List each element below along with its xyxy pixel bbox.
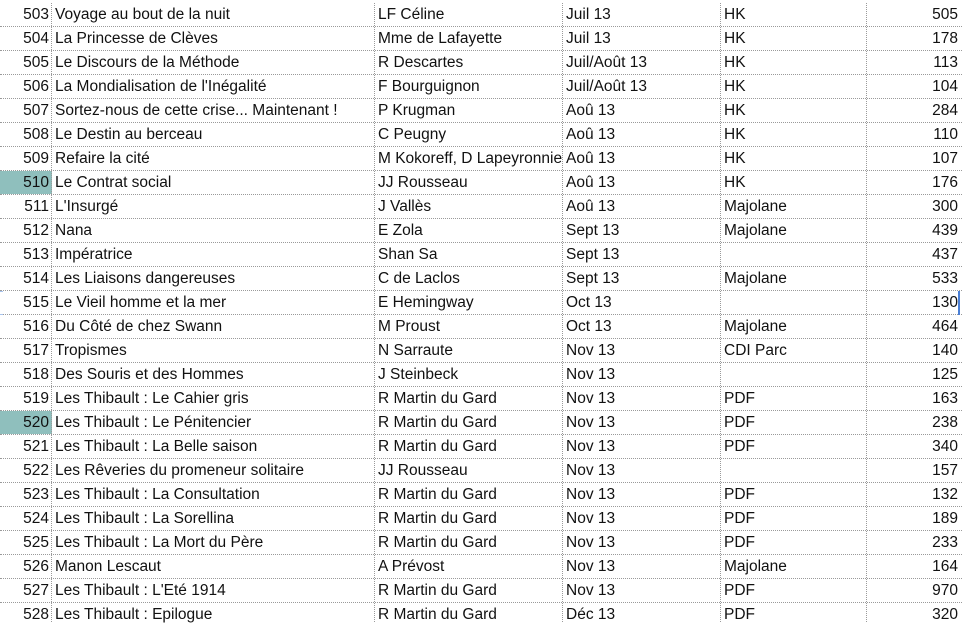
pages-cell[interactable]: 533	[932, 270, 958, 287]
pages-cell[interactable]: 320	[932, 606, 958, 623]
pages-cell[interactable]: 189	[932, 510, 958, 527]
row-number-cell[interactable]: 507	[0, 99, 52, 122]
table-row[interactable]	[0, 483, 962, 507]
pages-cell[interactable]: 132	[932, 486, 958, 503]
author-cell[interactable]: E Zola	[375, 219, 563, 242]
author-cell[interactable]: JJ Rousseau	[375, 171, 563, 194]
pages-cell[interactable]: 340	[932, 438, 958, 455]
author-cell[interactable]: C de Laclos	[375, 267, 563, 290]
source-cell[interactable]: HK	[721, 3, 867, 26]
author-cell[interactable]: LF Céline	[375, 3, 563, 26]
table-row[interactable]	[0, 3, 962, 27]
title-cell[interactable]: Les Liaisons dangereuses	[52, 267, 375, 290]
title-cell[interactable]: Le Vieil homme et la mer	[52, 291, 375, 314]
source-cell[interactable]: PDF	[721, 411, 867, 434]
title-cell[interactable]: L'Insurgé	[52, 195, 375, 218]
table-row[interactable]	[0, 147, 962, 171]
author-cell[interactable]: M Kokoreff, D Lapeyronnie	[375, 147, 563, 170]
row-number-cell[interactable]: 509	[0, 147, 52, 170]
title-cell[interactable]: Des Souris et des Hommes	[52, 363, 375, 386]
source-cell[interactable]: HK	[721, 147, 867, 170]
source-cell[interactable]: PDF	[721, 579, 867, 602]
table-row[interactable]	[0, 195, 962, 219]
table-row[interactable]	[0, 579, 962, 603]
table-row[interactable]	[0, 75, 962, 99]
title-cell[interactable]: Sortez-nous de cette crise... Maintenant !	[52, 99, 375, 122]
table-row[interactable]	[0, 387, 962, 411]
row-number-cell[interactable]: 527	[0, 579, 52, 602]
author-cell[interactable]: Shan Sa	[375, 243, 563, 266]
row-number-cell[interactable]: 517	[0, 339, 52, 362]
title-cell[interactable]: Les Thibault : La Belle saison	[52, 435, 375, 458]
author-cell[interactable]: J Steinbeck	[375, 363, 563, 386]
author-cell[interactable]: R Descartes	[375, 51, 563, 74]
author-cell[interactable]: R Martin du Gard	[375, 531, 563, 554]
date-cell[interactable]: Sept 13	[563, 267, 721, 290]
pages-cell[interactable]: 176	[932, 174, 958, 191]
author-cell[interactable]: F Bourguignon	[375, 75, 563, 98]
title-cell[interactable]: Refaire la cité	[52, 147, 375, 170]
table-row[interactable]	[0, 267, 962, 291]
pages-cell[interactable]: 238	[932, 414, 958, 431]
table-row[interactable]	[0, 507, 962, 531]
author-cell[interactable]: C Peugny	[375, 123, 563, 146]
table-row[interactable]	[0, 171, 962, 195]
author-cell[interactable]: N Sarraute	[375, 339, 563, 362]
date-cell[interactable]: Juil/Août 13	[563, 51, 721, 74]
title-cell[interactable]: Les Rêveries du promeneur solitaire	[52, 459, 375, 482]
pages-cell[interactable]: 284	[932, 102, 958, 119]
date-cell[interactable]: Déc 13	[563, 603, 721, 623]
source-cell[interactable]: HK	[721, 99, 867, 122]
pages-cell[interactable]: 157	[932, 462, 958, 479]
table-row[interactable]	[0, 219, 962, 243]
source-cell[interactable]: CDI Parc	[721, 339, 867, 362]
date-cell[interactable]: Aoû 13	[563, 195, 721, 218]
date-cell[interactable]: Oct 13	[563, 291, 721, 314]
title-cell[interactable]: Les Thibault : Le Pénitencier	[52, 411, 375, 434]
row-number-cell[interactable]: 511	[0, 195, 52, 218]
table-row[interactable]	[0, 99, 962, 123]
date-cell[interactable]: Aoû 13	[563, 171, 721, 194]
date-cell[interactable]: Nov 13	[563, 483, 721, 506]
title-cell[interactable]: Les Thibault : Le Cahier gris	[52, 387, 375, 410]
date-cell[interactable]: Nov 13	[563, 459, 721, 482]
source-cell[interactable]: PDF	[721, 603, 867, 623]
row-number-cell[interactable]: 512	[0, 219, 52, 242]
date-cell[interactable]: Nov 13	[563, 555, 721, 578]
title-cell[interactable]: Les Thibault : La Mort du Père	[52, 531, 375, 554]
source-cell[interactable]: PDF	[721, 435, 867, 458]
cell-cursor-marker	[958, 291, 960, 315]
row-number-cell[interactable]: 520	[0, 411, 52, 434]
author-cell[interactable]: R Martin du Gard	[375, 603, 563, 623]
source-cell[interactable]: HK	[721, 123, 867, 146]
date-cell[interactable]: Nov 13	[563, 411, 721, 434]
row-number-cell[interactable]: 528	[0, 603, 52, 623]
pages-cell[interactable]: 505	[932, 6, 958, 23]
title-cell[interactable]: Les Thibault : La Consultation	[52, 483, 375, 506]
table-row[interactable]	[0, 339, 962, 363]
author-cell[interactable]: P Krugman	[375, 99, 563, 122]
pages-cell[interactable]: 178	[932, 30, 958, 47]
date-cell[interactable]: Aoû 13	[563, 123, 721, 146]
table-row[interactable]	[0, 459, 962, 483]
author-cell[interactable]: JJ Rousseau	[375, 459, 563, 482]
source-cell[interactable]: Majolane	[721, 267, 867, 290]
row-number-cell[interactable]: 522	[0, 459, 52, 482]
pages-cell[interactable]: 300	[932, 198, 958, 215]
date-cell[interactable]: Juil 13	[563, 3, 721, 26]
pages-cell[interactable]: 130	[932, 294, 958, 311]
date-cell[interactable]: Nov 13	[563, 507, 721, 530]
table-row[interactable]	[0, 243, 962, 267]
date-cell[interactable]: Nov 13	[563, 363, 721, 386]
author-cell[interactable]: Mme de Lafayette	[375, 27, 563, 50]
table-row[interactable]	[0, 603, 962, 623]
source-cell[interactable]: PDF	[721, 483, 867, 506]
pages-cell[interactable]: 164	[932, 558, 958, 575]
row-number-cell[interactable]: 503	[0, 3, 52, 26]
pages-cell[interactable]: 233	[932, 534, 958, 551]
source-cell[interactable]: Majolane	[721, 555, 867, 578]
date-cell[interactable]: Juil/Août 13	[563, 75, 721, 98]
row-number-cell[interactable]: 516	[0, 315, 52, 338]
pages-cell[interactable]: 107	[932, 150, 958, 167]
author-cell[interactable]: R Martin du Gard	[375, 387, 563, 410]
row-number-cell[interactable]: 513	[0, 243, 52, 266]
date-cell[interactable]: Nov 13	[563, 387, 721, 410]
row-number-cell[interactable]: 514	[0, 267, 52, 290]
pages-cell[interactable]: 464	[932, 318, 958, 335]
pages-cell[interactable]: 439	[932, 222, 958, 239]
date-cell[interactable]: Nov 13	[563, 339, 721, 362]
pages-cell[interactable]: 140	[932, 342, 958, 359]
date-cell[interactable]: Sept 13	[563, 219, 721, 242]
row-number-cell[interactable]: 525	[0, 531, 52, 554]
source-cell[interactable]: Majolane	[721, 315, 867, 338]
source-cell[interactable]	[721, 243, 867, 266]
row-number-cell[interactable]: 524	[0, 507, 52, 530]
title-cell[interactable]: La Princesse de Clèves	[52, 27, 375, 50]
date-cell[interactable]: Nov 13	[563, 579, 721, 602]
table-row[interactable]	[0, 291, 962, 315]
source-cell[interactable]: PDF	[721, 531, 867, 554]
date-cell[interactable]: Aoû 13	[563, 147, 721, 170]
table-row[interactable]	[0, 411, 962, 435]
author-cell[interactable]: R Martin du Gard	[375, 411, 563, 434]
source-cell[interactable]	[721, 459, 867, 482]
source-cell[interactable]: Majolane	[721, 195, 867, 218]
pages-cell[interactable]: 437	[932, 246, 958, 263]
source-cell[interactable]: HK	[721, 171, 867, 194]
table-row[interactable]	[0, 123, 962, 147]
row-number-cell[interactable]: 505	[0, 51, 52, 74]
title-cell[interactable]: Les Thibault : L'Eté 1914	[52, 579, 375, 602]
date-cell[interactable]: Sept 13	[563, 243, 721, 266]
row-number-cell[interactable]: 504	[0, 27, 52, 50]
title-cell[interactable]: Le Discours de la Méthode	[52, 51, 375, 74]
source-cell[interactable]: HK	[721, 75, 867, 98]
row-number-cell[interactable]: 526	[0, 555, 52, 578]
title-cell[interactable]: Les Thibault : Epilogue	[52, 603, 375, 623]
author-cell[interactable]: R Martin du Gard	[375, 579, 563, 602]
author-cell[interactable]: E Hemingway	[375, 291, 563, 314]
title-cell[interactable]: Voyage au bout de la nuit	[52, 3, 375, 26]
table-row[interactable]	[0, 27, 962, 51]
row-number-cell[interactable]: 518	[0, 363, 52, 386]
row-number-cell[interactable]: 508	[0, 123, 52, 146]
date-cell[interactable]: Oct 13	[563, 315, 721, 338]
date-cell[interactable]: Nov 13	[563, 435, 721, 458]
table-row[interactable]	[0, 555, 962, 579]
pages-cell[interactable]: 125	[932, 366, 958, 383]
title-cell[interactable]: Les Thibault : La Sorellina	[52, 507, 375, 530]
title-cell[interactable]: La Mondialisation de l'Inégalité	[52, 75, 375, 98]
author-cell[interactable]: R Martin du Gard	[375, 483, 563, 506]
source-cell[interactable]	[721, 291, 867, 314]
pages-cell[interactable]: 970	[932, 582, 958, 599]
row-number-cell[interactable]: 523	[0, 483, 52, 506]
title-cell[interactable]: Impératrice	[52, 243, 375, 266]
source-cell[interactable]: HK	[721, 27, 867, 50]
table-row[interactable]	[0, 315, 962, 339]
source-cell[interactable]: PDF	[721, 387, 867, 410]
title-cell[interactable]: Le Contrat social	[52, 171, 375, 194]
date-cell[interactable]: Nov 13	[563, 531, 721, 554]
row-number-cell[interactable]: 515	[0, 291, 52, 314]
table-row[interactable]	[0, 531, 962, 555]
author-cell[interactable]: J Vallès	[375, 195, 563, 218]
author-cell[interactable]: M Proust	[375, 315, 563, 338]
source-cell[interactable]: Majolane	[721, 219, 867, 242]
row-focus-marker-left	[0, 291, 3, 315]
title-cell[interactable]: Manon Lescaut	[52, 555, 375, 578]
author-cell[interactable]: R Martin du Gard	[375, 435, 563, 458]
date-cell[interactable]: Aoû 13	[563, 99, 721, 122]
row-number-cell[interactable]: 506	[0, 75, 52, 98]
title-cell[interactable]: Du Côté de chez Swann	[52, 315, 375, 338]
row-number-cell[interactable]: 521	[0, 435, 52, 458]
title-cell[interactable]: Le Destin au berceau	[52, 123, 375, 146]
source-cell[interactable]: HK	[721, 51, 867, 74]
pages-cell[interactable]: 113	[933, 54, 958, 71]
author-cell[interactable]: R Martin du Gard	[375, 507, 563, 530]
row-number-cell[interactable]: 519	[0, 387, 52, 410]
source-cell[interactable]: PDF	[721, 507, 867, 530]
row-number-cell[interactable]: 510	[0, 171, 52, 194]
pages-cell[interactable]: 163	[932, 390, 958, 407]
author-cell[interactable]: A Prévost	[375, 555, 563, 578]
table-row[interactable]	[0, 363, 962, 387]
date-cell[interactable]: Juil 13	[563, 27, 721, 50]
source-cell[interactable]	[721, 363, 867, 386]
pages-cell[interactable]: 110	[933, 126, 958, 143]
title-cell[interactable]: Tropismes	[52, 339, 375, 362]
title-cell[interactable]: Nana	[52, 219, 375, 242]
table-row[interactable]	[0, 435, 962, 459]
table-row[interactable]	[0, 51, 962, 75]
pages-cell[interactable]: 104	[932, 78, 958, 95]
